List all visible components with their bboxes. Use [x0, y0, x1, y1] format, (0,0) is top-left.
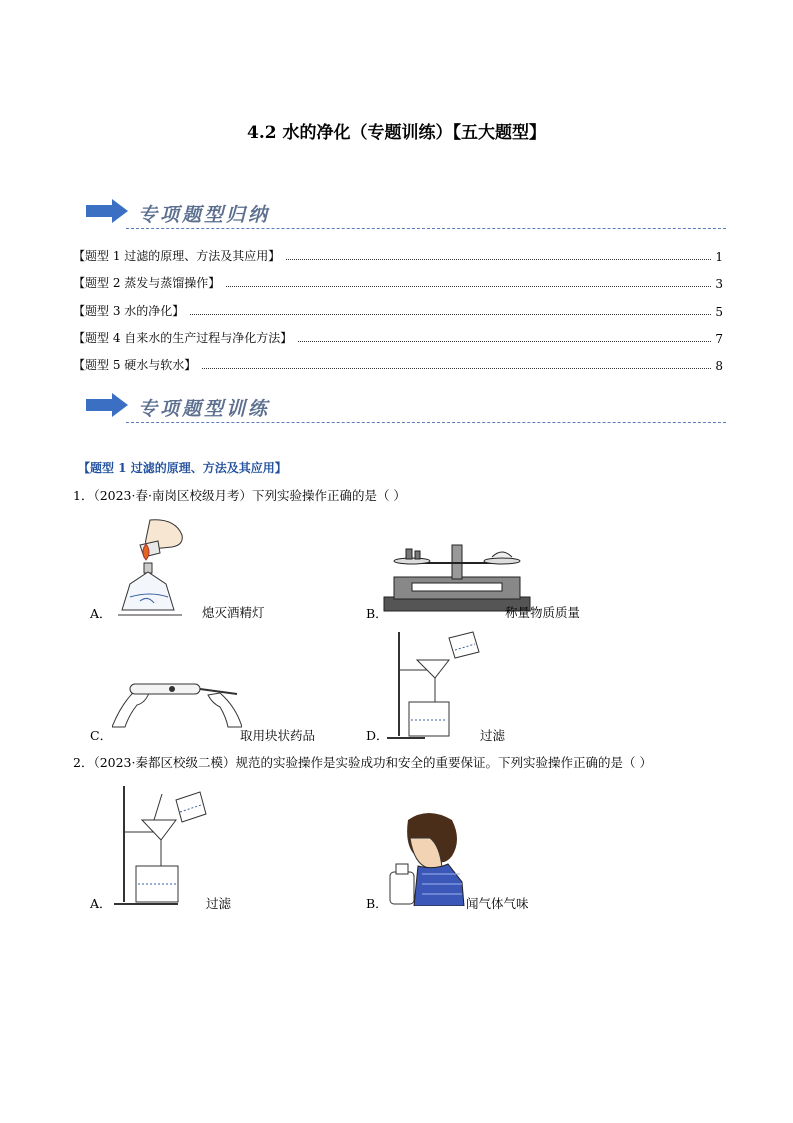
q2-option-b[interactable]: B． [366, 896, 388, 911]
q2-option-a[interactable]: A． [90, 896, 112, 911]
question-1-stem: 1．（2023·春·南岗区校级月考）下列实验操作正确的是（ ） [73, 488, 406, 503]
toc-item[interactable] [73, 328, 723, 346]
q1-option-a[interactable]: A． [90, 606, 112, 621]
q1-option-a-caption: 熄灭酒精灯 [202, 605, 265, 620]
section-banner-training [86, 392, 726, 426]
toc-page: 1 [715, 250, 723, 264]
toc-label: 【题型 2 蒸发与蒸馏操作】 [73, 276, 221, 290]
banner-title: 专项题型训练 [138, 398, 271, 420]
toc-item[interactable] [73, 301, 723, 319]
toc-page: 5 [715, 305, 723, 319]
toc-page: 3 [715, 277, 723, 291]
page-title: 4.2 水的净化（专题训练）【五大题型】 [247, 123, 546, 143]
banner-title: 专项题型归纳 [138, 204, 271, 226]
q1-option-d[interactable]: D． [366, 728, 389, 743]
toc-item[interactable] [73, 246, 723, 264]
section-banner-summary [86, 198, 726, 232]
toc-page: 8 [715, 359, 723, 373]
arrow-icon [86, 392, 130, 418]
toc-label: 【题型 5 硬水与软水】 [73, 358, 197, 372]
section-heading: 【题型 1 过滤的原理、方法及其应用】 [78, 461, 287, 475]
alcohol-lamp-image [110, 515, 190, 625]
q1-option-d-caption: 过滤 [480, 728, 506, 743]
question-2-stem: 2．（2023·秦都区校级二模）规范的实验操作是实验成功和安全的重要保证。下列实验操作正确的是（ ） [73, 755, 652, 770]
q1-option-b[interactable]: B． [366, 606, 388, 621]
q1-option-b-caption: 称量物质质量 [505, 605, 581, 620]
test-tube-hands-image [112, 672, 242, 732]
filtration-apparatus-image [110, 782, 210, 908]
arrow-icon [86, 198, 130, 224]
smelling-gas-image [388, 812, 468, 906]
q1-option-c[interactable]: C． [90, 728, 113, 743]
q1-option-c-caption: 取用块状药品 [240, 728, 316, 743]
toc-page: 7 [715, 332, 723, 346]
toc-item[interactable] [73, 273, 723, 291]
toc-label: 【题型 4 自来水的生产过程与净化方法】 [73, 331, 293, 345]
toc-label: 【题型 3 水的净化】 [73, 304, 185, 318]
q2-option-b-caption: 闻气体气味 [466, 896, 529, 911]
toc-label: 【题型 1 过滤的原理、方法及其应用】 [73, 249, 281, 263]
q2-option-a-caption: 过滤 [206, 896, 232, 911]
filtration-apparatus-image [385, 630, 485, 742]
toc-item[interactable] [73, 355, 723, 373]
